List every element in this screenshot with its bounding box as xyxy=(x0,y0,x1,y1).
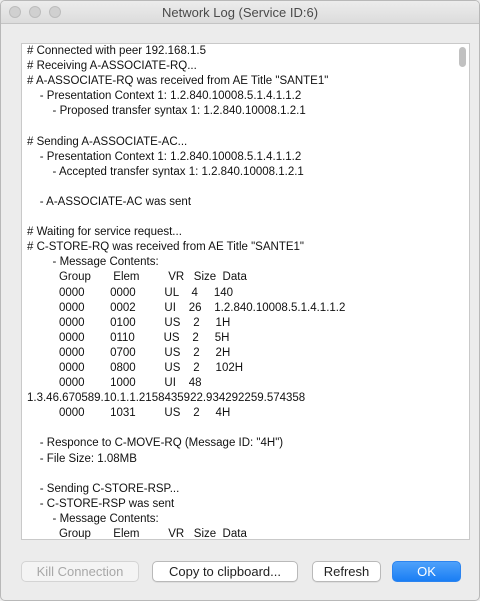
ok-button[interactable]: OK xyxy=(392,561,461,582)
log-line: 0000 0110 US 2 5H xyxy=(27,331,230,344)
log-line: 0000 0800 US 2 102H xyxy=(27,361,244,374)
copy-to-clipboard-button[interactable]: Copy to clipboard... xyxy=(152,561,298,582)
log-line: # C-STORE-RQ was received from AE Title "SANTE1" xyxy=(27,241,304,254)
kill-connection-button[interactable]: Kill Connection xyxy=(21,561,139,582)
log-line: 0000 0002 UI 26 1.2.840.10008.5.1.4.1.1.2 xyxy=(27,301,346,314)
log-line: # Waiting for service request... xyxy=(27,226,182,239)
window-title: Network Log (Service ID:6) xyxy=(161,5,319,20)
log-line: - Sending C-STORE-RSP... xyxy=(27,482,180,495)
log-content xyxy=(27,44,455,540)
log-text-area[interactable] xyxy=(21,43,470,540)
log-line: - Accepted transfer syntax 1: 1.2.840.10008.1.2.1 xyxy=(27,165,304,178)
log-line: 0000 1000 UI 48 xyxy=(27,377,202,390)
log-line: - Proposed transfer syntax 1: 1.2.840.10008.1.2.1 xyxy=(27,105,306,118)
log-line: - Message Contents: xyxy=(27,512,159,525)
scrollbar-thumb[interactable] xyxy=(459,47,466,67)
vertical-scrollbar[interactable] xyxy=(459,47,467,537)
log-line: - A-ASSOCIATE-AC was sent xyxy=(27,195,192,208)
log-line: Group Elem VR Size Data xyxy=(27,528,247,540)
log-line: 0000 1031 US 2 4H xyxy=(27,407,231,420)
log-line: # Sending A-ASSOCIATE-AC... xyxy=(27,135,188,148)
refresh-button[interactable]: Refresh xyxy=(312,561,381,582)
log-line: 0000 0000 UL 4 140 xyxy=(27,286,234,299)
log-line: - Presentation Context 1: 1.2.840.10008.5.1.4.1.1.2 xyxy=(27,150,302,163)
log-line: 0000 0700 US 2 2H xyxy=(27,346,231,359)
log-line: - File Size: 1.08MB xyxy=(27,452,137,465)
log-line: 1.3.46.670589.10.1.1.2158435922.934292259.574358 xyxy=(27,392,306,405)
log-line: # Receiving A-ASSOCIATE-RQ... xyxy=(27,60,197,73)
log-line: # Connected with peer 192.168.1.5 xyxy=(27,45,207,57)
log-line: - Presentation Context 1: 1.2.840.10008.5.1.4.1.1.2 xyxy=(27,90,302,103)
log-line: # A-ASSOCIATE-RQ was received from AE Title "SANTE1" xyxy=(27,75,329,88)
log-line: - Responce to C-MOVE-RQ (Message ID: "4H") xyxy=(27,437,284,450)
log-line: - C-STORE-RSP was sent xyxy=(27,497,175,510)
log-line: Group Elem VR Size Data xyxy=(27,271,247,284)
log-line: - Message Contents: xyxy=(27,256,159,269)
title-bar xyxy=(1,1,479,24)
log-line: 0000 0100 US 2 1H xyxy=(27,316,231,329)
